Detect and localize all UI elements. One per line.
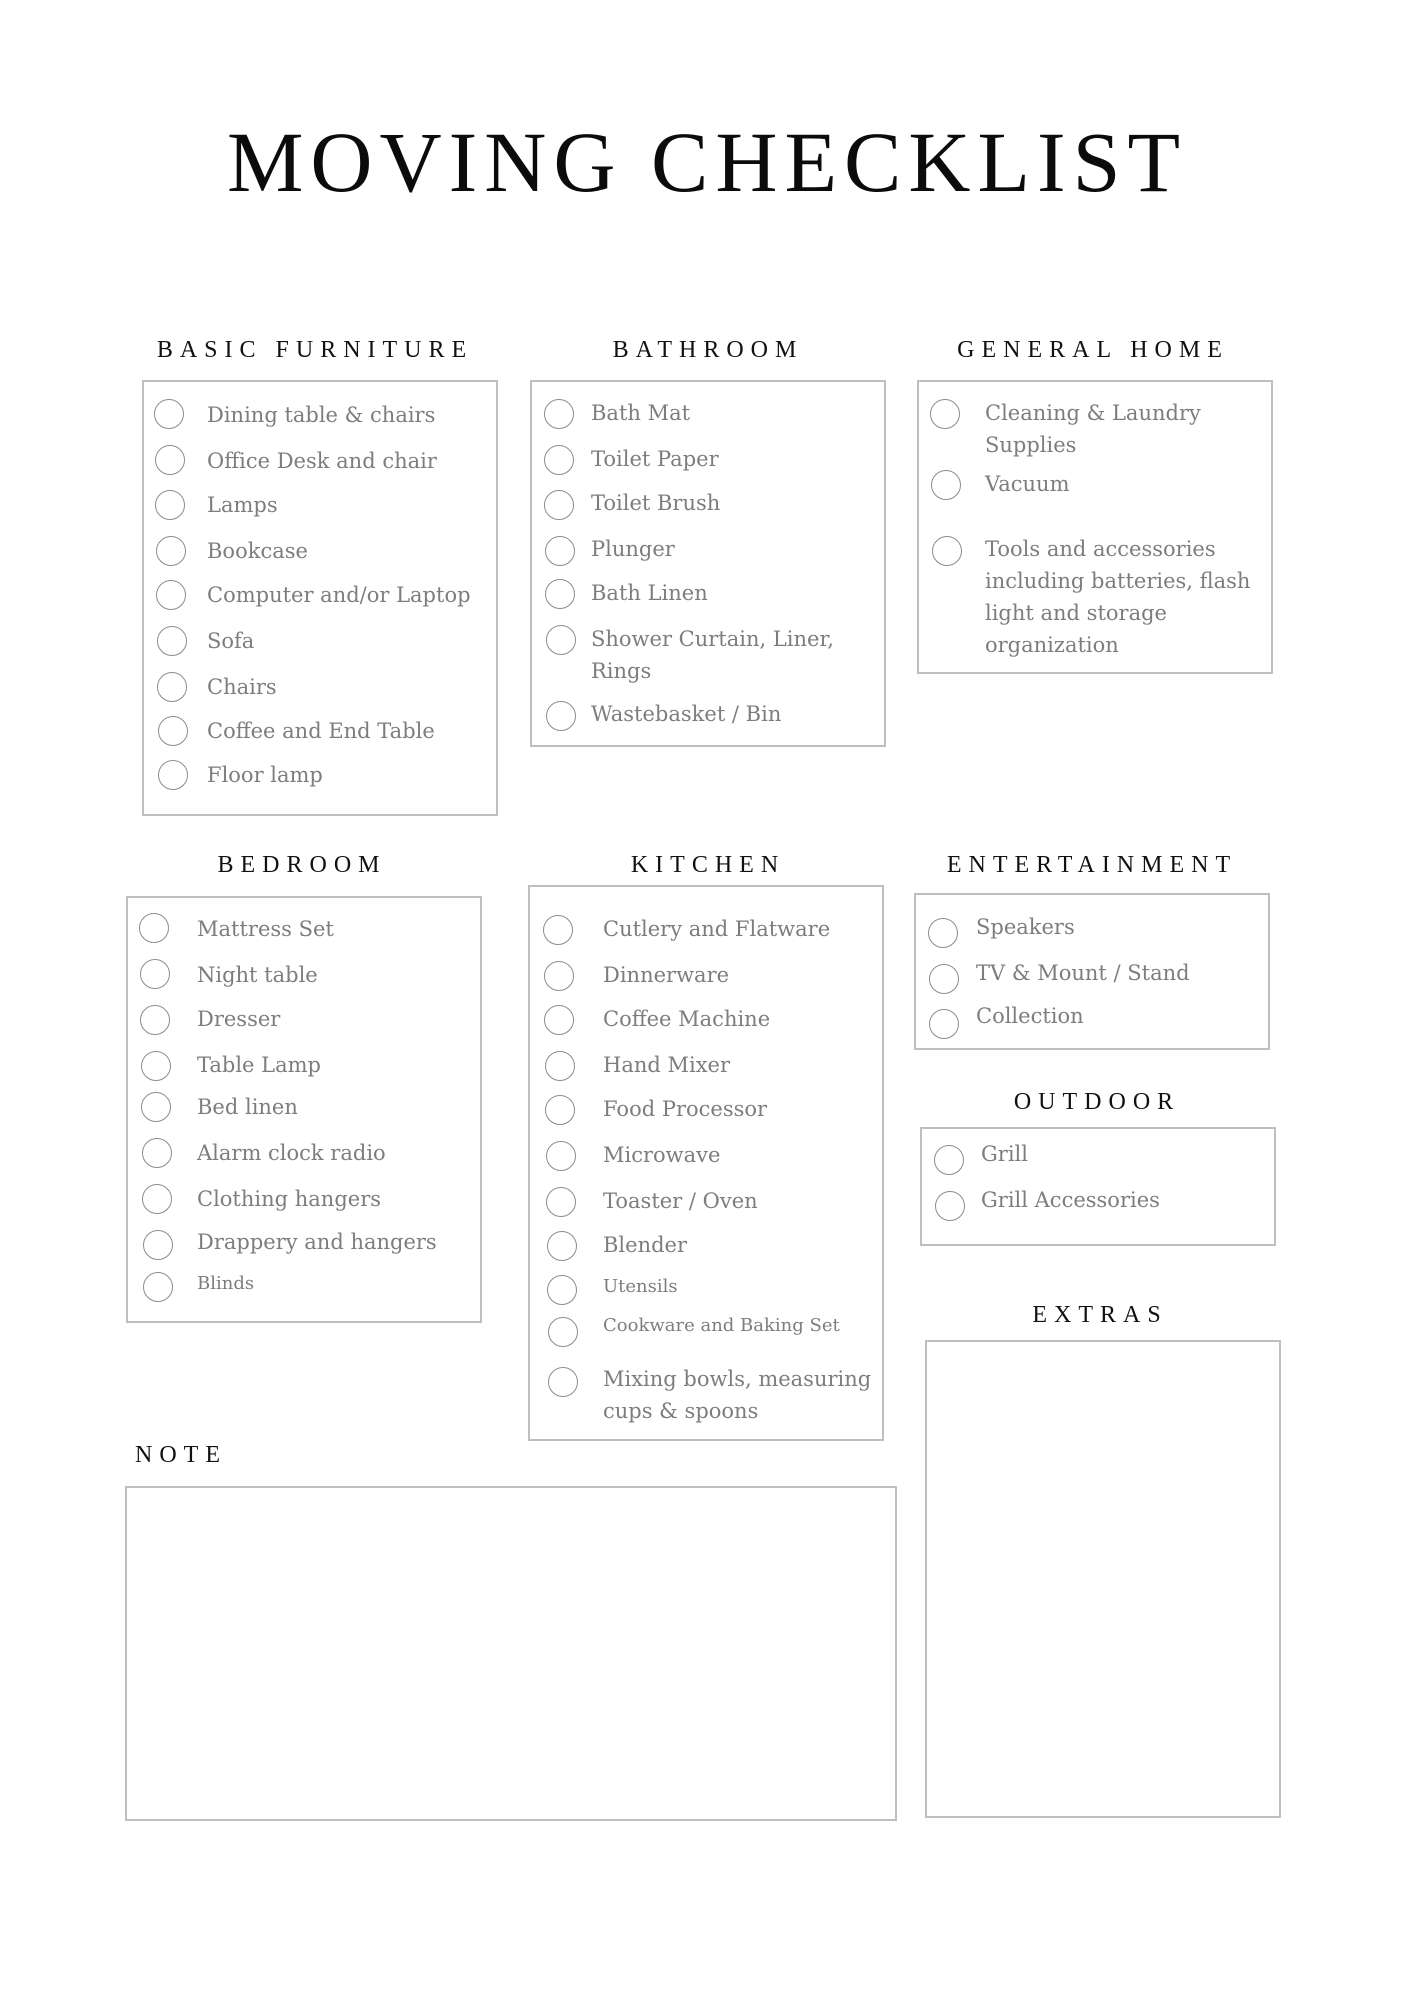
item-label: Bath Mat (591, 401, 691, 425)
item-label: Toilet Paper (591, 447, 719, 471)
checkbox-circle-icon[interactable] (935, 1191, 965, 1221)
section-box-basic-furniture (142, 380, 498, 816)
checkbox-circle-icon[interactable] (141, 1051, 171, 1081)
checkbox-circle-icon[interactable] (546, 1141, 576, 1171)
checkbox-circle-icon[interactable] (156, 580, 186, 610)
item-label: Cutlery and Flatware (603, 917, 831, 941)
checkbox-circle-icon[interactable] (139, 913, 169, 943)
item-label: Shower Curtain, Liner, Rings (591, 627, 834, 683)
item-label: Cleaning & Laundry Supplies (985, 401, 1201, 457)
section-heading-basic-furniture: BASIC FURNITURE (156, 337, 474, 363)
item-label: Table Lamp (197, 1053, 321, 1077)
item-label: Food Processor (603, 1097, 768, 1121)
checkbox-circle-icon[interactable] (158, 716, 188, 746)
item-label: Collection (976, 1004, 1084, 1028)
item-label: Microwave (603, 1143, 721, 1167)
checkbox-circle-icon[interactable] (544, 961, 574, 991)
checkbox-circle-icon[interactable] (154, 399, 184, 429)
checkbox-circle-icon[interactable] (156, 536, 186, 566)
checkbox-circle-icon[interactable] (546, 1187, 576, 1217)
checkbox-circle-icon[interactable] (932, 536, 962, 566)
section-box-bathroom (530, 380, 886, 747)
section-box-outdoor (920, 1127, 1276, 1246)
checkbox-circle-icon[interactable] (155, 445, 185, 475)
item-label: Dining table & chairs (207, 403, 436, 427)
checkbox-circle-icon[interactable] (142, 1184, 172, 1214)
item-label: Cookware and Baking Set (603, 1315, 840, 1336)
section-box-kitchen (528, 885, 884, 1441)
item-label: TV & Mount / Stand (976, 961, 1190, 985)
section-heading-bedroom: BEDROOM (217, 852, 387, 878)
checkbox-circle-icon[interactable] (548, 1317, 578, 1347)
checkbox-circle-icon[interactable] (544, 445, 574, 475)
checkbox-circle-icon[interactable] (143, 1230, 173, 1260)
item-label: Toilet Brush (591, 491, 721, 515)
checkbox-circle-icon[interactable] (546, 625, 576, 655)
checkbox-circle-icon[interactable] (157, 672, 187, 702)
section-heading-entertainment: ENTERTAINMENT (946, 852, 1238, 878)
item-label: Blender (603, 1233, 688, 1257)
item-label: Chairs (207, 675, 277, 699)
checkbox-circle-icon[interactable] (141, 1092, 171, 1122)
checkbox-circle-icon[interactable] (547, 1275, 577, 1305)
section-heading-bathroom: BATHROOM (612, 337, 804, 363)
checkbox-circle-icon[interactable] (928, 918, 958, 948)
item-label: Toaster / Oven (603, 1189, 758, 1213)
checkbox-circle-icon[interactable] (157, 626, 187, 656)
checkbox-circle-icon[interactable] (143, 1272, 173, 1302)
item-label: Dinnerware (603, 963, 730, 987)
item-label: Dresser (197, 1007, 281, 1031)
checkbox-circle-icon[interactable] (158, 760, 188, 790)
section-heading-extras: EXTRAS (1032, 1302, 1168, 1328)
item-label: Alarm clock radio (197, 1141, 386, 1165)
note-box[interactable] (125, 1486, 897, 1821)
checkbox-circle-icon[interactable] (547, 1231, 577, 1261)
item-label: Hand Mixer (603, 1053, 731, 1077)
item-label: Wastebasket / Bin (591, 702, 782, 726)
item-label: Night table (197, 963, 318, 987)
checkbox-circle-icon[interactable] (545, 579, 575, 609)
checkbox-circle-icon[interactable] (140, 1005, 170, 1035)
item-label: Bath Linen (591, 581, 708, 605)
checkbox-circle-icon[interactable] (548, 1367, 578, 1397)
checkbox-circle-icon[interactable] (155, 490, 185, 520)
checkbox-circle-icon[interactable] (140, 959, 170, 989)
checkbox-circle-icon[interactable] (929, 1009, 959, 1039)
item-label: Mattress Set (197, 917, 334, 941)
item-label: Coffee Machine (603, 1007, 771, 1031)
item-label: Computer and/or Laptop (207, 583, 471, 607)
item-label: Utensils (603, 1276, 678, 1297)
checkbox-circle-icon[interactable] (543, 915, 573, 945)
section-box-entertainment (914, 893, 1270, 1050)
item-label: Clothing hangers (197, 1187, 382, 1211)
item-label: Tools and accessories including batteries, flash light and storage organization (985, 537, 1251, 657)
checkbox-circle-icon[interactable] (931, 470, 961, 500)
page-title: MOVING CHECKLIST (226, 114, 1188, 210)
checkbox-circle-icon[interactable] (545, 1051, 575, 1081)
item-label: Bed linen (197, 1095, 298, 1119)
item-label: Grill (981, 1142, 1028, 1166)
checkbox-circle-icon[interactable] (545, 536, 575, 566)
item-label: Lamps (207, 493, 278, 517)
item-label: Office Desk and chair (207, 449, 437, 473)
checkbox-circle-icon[interactable] (930, 399, 960, 429)
checkbox-circle-icon[interactable] (544, 399, 574, 429)
item-label: Plunger (591, 537, 675, 561)
checkbox-circle-icon[interactable] (546, 701, 576, 731)
extras-box[interactable] (925, 1340, 1281, 1818)
checkbox-circle-icon[interactable] (544, 490, 574, 520)
checkbox-circle-icon[interactable] (545, 1095, 575, 1125)
section-heading-outdoor: OUTDOOR (1013, 1089, 1181, 1115)
section-box-general-home (917, 380, 1273, 674)
section-heading-kitchen: KITCHEN (630, 852, 786, 878)
item-label: Sofa (207, 629, 255, 653)
item-label: Bookcase (207, 539, 308, 563)
section-box-bedroom (126, 896, 482, 1323)
item-label: Speakers (976, 915, 1075, 939)
checkbox-circle-icon[interactable] (544, 1005, 574, 1035)
item-label: Floor lamp (207, 763, 323, 787)
item-label: Vacuum (985, 472, 1070, 496)
checkbox-circle-icon[interactable] (934, 1145, 964, 1175)
item-label: Coffee and End Table (207, 719, 435, 743)
section-heading-general-home: GENERAL HOME (957, 337, 1229, 363)
checkbox-circle-icon[interactable] (929, 964, 959, 994)
item-label: Blinds (197, 1273, 255, 1294)
section-heading-note: NOTE (135, 1442, 227, 1468)
item-label: Grill Accessories (981, 1188, 1160, 1212)
checkbox-circle-icon[interactable] (142, 1138, 172, 1168)
item-label: Mixing bowls, measuring cups & spoons (603, 1367, 872, 1423)
item-label: Drappery and hangers (197, 1230, 437, 1254)
